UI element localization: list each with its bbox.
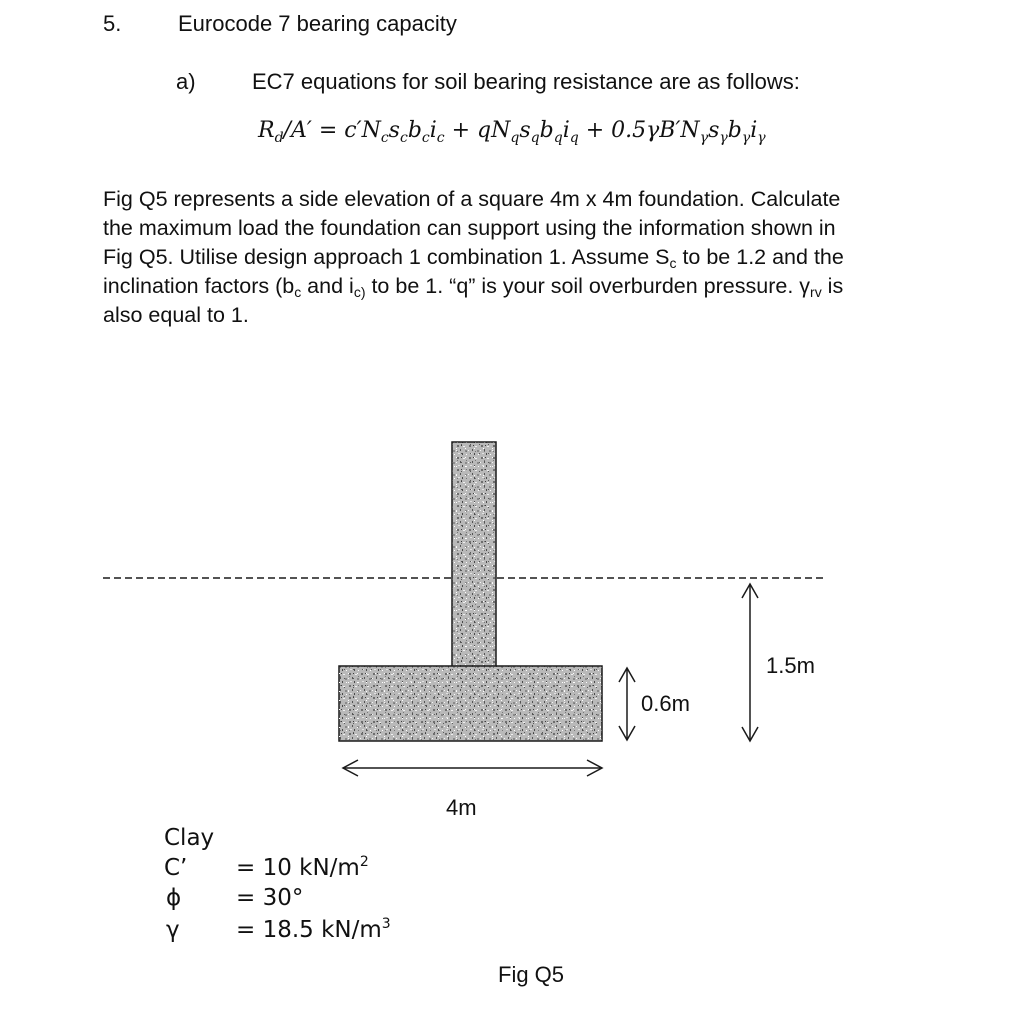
- question-title: Eurocode 7 bearing capacity: [178, 11, 457, 36]
- friction-angle-value: = 30°: [236, 885, 304, 911]
- soil-type: Clay: [164, 825, 215, 851]
- cohesion-value: = 10 $kN/m^2$: [236, 854, 369, 881]
- figure-caption: Fig Q5: [498, 962, 565, 987]
- bearing-resistance-equation: $R_d/A' = c'N_cs_cb_ci_c + qN_qs_qb_qi_q + 0.5\gamma B'N_\gamma s_\gamma b_\gamma i_\gamma$: [258, 118, 766, 146]
- paragraph-line: Fig Q5. Utilise design approach 1 combination 1. Assume $S_c$ to be 1.2 and the: [103, 245, 844, 271]
- unit-weight-value: = 18.5 $kN/m^3$: [236, 916, 391, 943]
- part-label: a): [176, 69, 196, 94]
- total-depth-arrow: [742, 584, 758, 741]
- foundation-footing: [339, 666, 602, 741]
- width-dimension-label: 4m: [446, 795, 477, 820]
- foundation-column: [452, 442, 496, 668]
- width-dimension-arrow: [343, 760, 602, 776]
- friction-angle-symbol: ϕ: [166, 885, 182, 911]
- unit-weight-symbol: γ: [166, 917, 180, 943]
- total-depth-label: 1.5m: [766, 653, 815, 678]
- cohesion-symbol: C’: [164, 855, 188, 881]
- footing-depth-label: 0.6m: [641, 691, 690, 716]
- paragraph-line: Fig Q5 represents a side elevation of a square 4m x 4m foundation. Calculate: [103, 187, 841, 211]
- question-number: 5.: [103, 11, 122, 36]
- part-text: EC7 equations for soil bearing resistance are as follows:: [252, 69, 800, 94]
- paragraph-line: inclination factors ($b_c$ and $i_{c)}$ to be 1. “q” is your soil overburden pressure. $\gamma_{rv}$ is: [103, 274, 844, 300]
- paragraph-line: the maximum load the foundation can support using the information shown in: [103, 216, 836, 240]
- paragraph-line: also equal to 1.: [103, 303, 249, 327]
- footing-depth-arrow: [619, 668, 635, 740]
